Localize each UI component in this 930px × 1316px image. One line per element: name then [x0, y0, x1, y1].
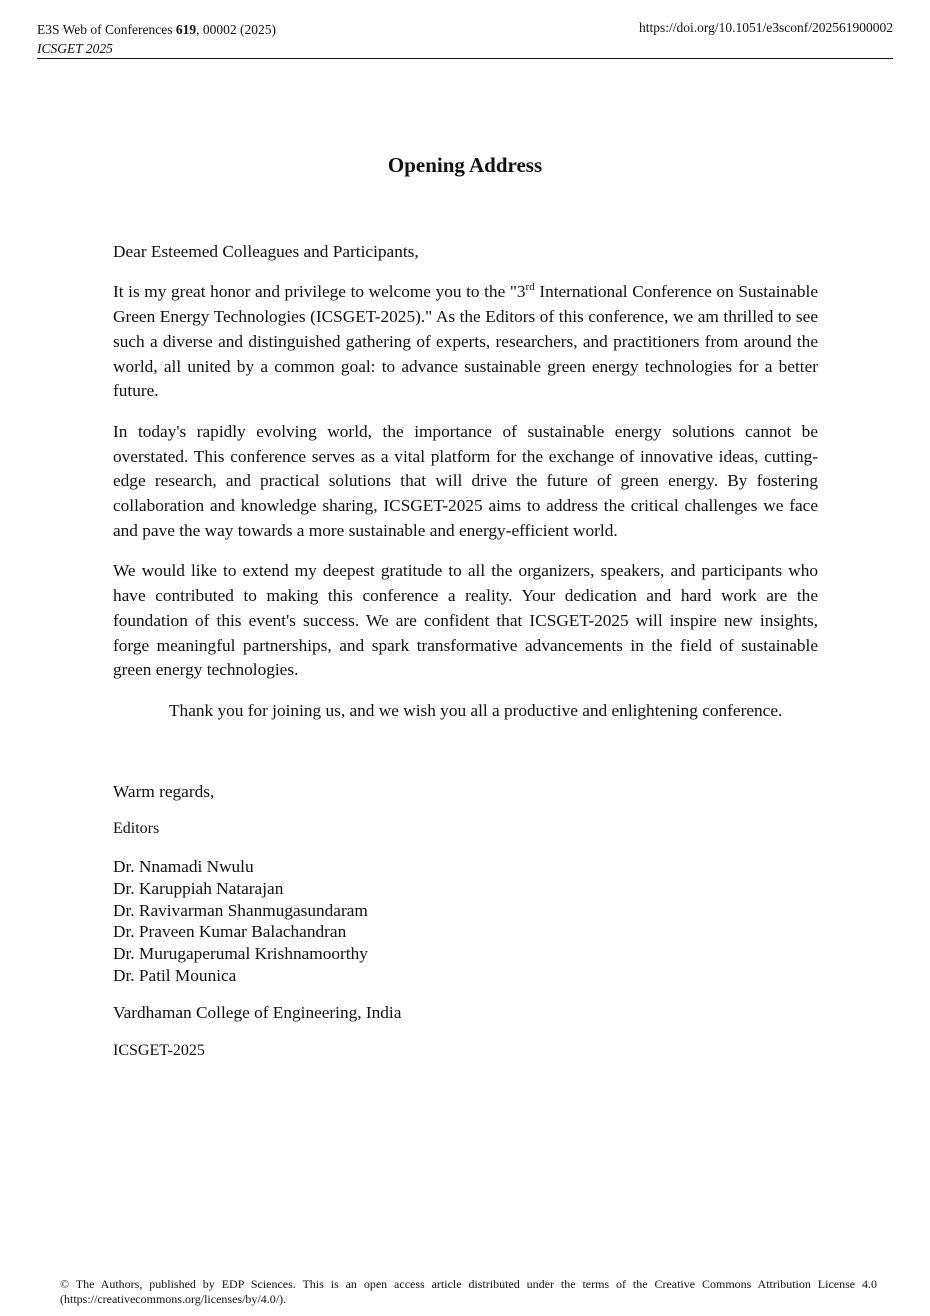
institution: Vardhaman College of Engineering, India [113, 1003, 402, 1023]
running-header [37, 20, 276, 58]
editor-list [113, 856, 818, 986]
ordinal-superscript: rd [525, 281, 535, 294]
editors-label: Editors [113, 820, 160, 838]
journal-issue: , 00002 (2025) [196, 22, 277, 37]
editor-name: Dr. Praveen Kumar Balachandran [113, 922, 347, 942]
conference-tag: ICSGET 2025 [37, 41, 113, 56]
paragraph-gratitude: We would like to extend my deepest gratitude to all the organizers, speakers, and participants who have contributed to making this conference a reality. Your dedication and hard work are the foundation of this event's success. We are confident that ICSGET-2025 will inspire new insights, forge meaningful partnerships, and spark transformative advancements in the field of sustainable green energy technologies. [113, 561, 818, 680]
paragraph-thanks: Thank you for joining us, and we wish you all a productive and enlightening conference. [169, 700, 783, 720]
header-divider [37, 58, 893, 59]
editor-name: Dr. Karuppiah Natarajan [113, 878, 284, 898]
letter-body [113, 240, 818, 1064]
editor-name: Dr. Ravivarman Shanmugasundaram [113, 900, 368, 920]
paragraph-welcome-end: International Conference on Sustainable Green Energy Technologies (ICSGET-2025)." As the Editors of this conference, we am thrilled to see such a diverse and distinguished gathering of experts, researchers, and practitioners from around the world, all united by a common goal: to advance sustainable green energy technologies for a better future. [113, 282, 818, 401]
journal-citation [37, 20, 276, 39]
journal-series: E3S Web of Conferences [37, 22, 173, 37]
page-title: Opening Address [387, 153, 543, 177]
journal-volume: 619 [175, 22, 197, 37]
license-footer: © The Authors, published by EDP Sciences. This is an open access article distributed under the terms of the Creative Commons Attribution License 4.0 (https://creativecommons.org/licenses/by/4.0/). [60, 1277, 877, 1306]
editor-name: Dr. Nnamadi Nwulu [113, 857, 254, 877]
closing-line: Warm regards, [113, 781, 215, 801]
paragraph-importance: In today's rapidly evolving world, the importance of sustainable energy solutions cannot be overstated. This conference serves as a vital platform for the exchange of innovative ideas, cutting-edge research, and practical solutions that will drive the future of green energy. By fostering collaboration and knowledge sharing, ICSGET-2025 aims to address the critical challenges we face and pave the way towards a more sustainable and energy-efficient world. [113, 421, 818, 540]
salutation: Dear Esteemed Colleagues and Participants, [113, 242, 419, 261]
paragraph-welcome [113, 280, 818, 404]
conference-name: ICSGET-2025 [113, 1042, 205, 1060]
doi-link[interactable]: https://doi.org/10.1051/e3sconf/202561900002 [639, 20, 893, 35]
editor-name: Dr. Patil Mounica [113, 965, 237, 985]
editor-name: Dr. Murugaperumal Krishnamoorthy [113, 943, 368, 963]
paragraph-welcome-start: It is my great honor and privilege to welcome you to the "3 [113, 282, 526, 302]
